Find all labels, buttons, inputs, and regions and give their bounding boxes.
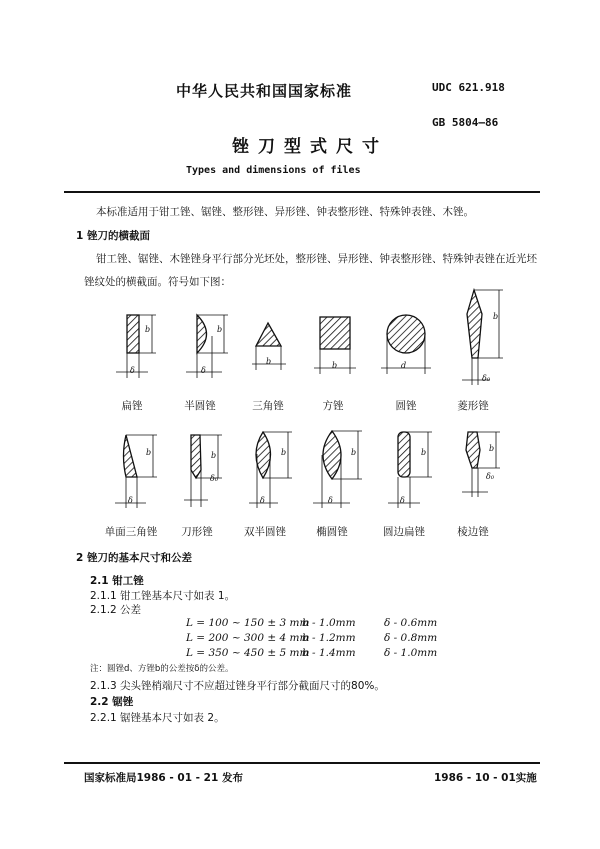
section-2-2-1: 2.2.1 锯锉基本尺寸如表 2。 [90,712,225,724]
tolerance-row-1-L: L = 100 ~ 150 ± 3 mm [186,617,310,629]
tolerance-row-3-b: b - 1.4mm [302,647,356,659]
footer-divider [64,762,540,764]
caption-round-file: 圆锉 [395,400,417,412]
square-file-section [320,317,350,349]
knife-b-label: b [211,451,217,460]
section-1-heading: 1 锉刀的横截面 [76,230,150,242]
oval-file-section [323,431,341,479]
single-triangular-b-label: b [146,448,152,457]
flat-file-b-label: b [145,325,151,334]
tolerance-row-1-b: b - 1.0mm [302,617,356,629]
caption-diamond-file: 菱形锉 [457,400,489,412]
oval-b-label: b [351,448,357,457]
tolerance-row-3-L: L = 350 ~ 450 ± 5 mm [186,647,310,659]
caption-single-triangular-file: 单面三角锉 [104,526,158,538]
prism-edge-file-section [466,432,480,468]
tolerance-note: 注：圆锉d、方锉b的公差按δ的公差。 [90,664,234,674]
document-title: 锉刀型式尺寸 [232,137,388,157]
knife-delta0-label: δ₀ [210,474,219,483]
knife-file-dims [184,435,222,507]
prism-edge-delta0-label: δ₀ [486,472,495,481]
section-2-1-3: 2.1.3 尖头锉梢端尺寸不应超过锉身平行部分截面尺寸的80%。 [90,680,385,692]
udc-number: UDC 621.918 [432,81,505,94]
section-2-2-heading: 2.2 锯锉 [90,696,134,708]
section-2-heading: 2 锉刀的基本尺寸和公差 [76,552,192,564]
double-half-round-file-section [256,432,271,478]
caption-half-round-file: 半圆锉 [184,400,216,412]
caption-square-file: 方锉 [322,400,344,412]
caption-knife-file: 刀形锉 [181,526,213,538]
diamond-delta0-label: δ₀ [482,374,491,383]
section-2-1-heading: 2.1 钳工锉 [90,575,144,587]
standard-org-title: 中华人民共和国国家标准 [176,82,353,100]
section-1-paragraph-line1: 钳工锉、锯锉、木锉锉身平行部分光坯处，整形锉、异形锉、钟表整形锉、特殊钟表锉在近光坯 [96,253,537,265]
single-triangular-delta-label: δ [128,496,133,505]
intro-paragraph: 本标准适用于钳工锉、锯锉、整形锉、异形锉、钟表整形锉、特殊钟表锉、木锉。 [96,206,474,218]
round-file-section [387,315,425,353]
round-edge-delta-label: δ [400,496,405,505]
prism-edge-b-label: b [489,444,495,453]
triangular-file-section [256,323,281,346]
diamond-file-dims [462,290,503,385]
half-round-file-section [197,315,207,353]
tolerance-row-3-delta: δ - 1.0mm [384,647,438,659]
issue-date: 国家标准局1986 - 01 - 21 发布 [84,772,243,784]
tolerance-row-2-delta: δ - 0.8mm [384,632,438,644]
diamond-file-section [467,290,482,358]
document-subtitle: Types and dimensions of files [186,165,361,176]
round-d-label: d [401,361,407,370]
knife-file-section [191,435,201,478]
square-b-label: b [332,361,338,370]
section-2-1-2: 2.1.2 公差 [90,604,142,616]
gb-number: GB 5804—86 [432,116,499,129]
tolerance-row-2-b: b - 1.2mm [302,632,356,644]
flat-file-delta-label: δ [130,366,135,375]
caption-flat-file: 扁锉 [121,400,143,412]
effective-date: 1986 - 10 - 01实施 [434,772,537,784]
caption-prism-edge-file: 棱边锉 [457,526,489,538]
tolerance-row-1-delta: δ - 0.6mm [384,617,438,629]
diamond-b-label: b [493,312,499,321]
tolerance-row-2-L: L = 200 ~ 300 ± 4 mm [186,632,310,644]
oval-delta-label: δ [328,496,333,505]
caption-double-half-round-file: 双半圆锉 [244,526,286,538]
half-round-b-label: b [217,325,223,334]
double-half-round-file-dims [249,432,292,508]
single-triangular-file-section [124,435,138,477]
caption-triangular-file: 三角锉 [252,400,284,412]
flat-file-section [127,315,139,353]
round-edge-b-label: b [421,448,427,457]
round-edge-flat-file-section [398,432,410,477]
triangular-b-label: b [266,357,272,366]
section-2-1-1: 2.1.1 钳工锉基本尺寸如表 1。 [90,590,236,602]
double-half-round-delta-label: δ [260,496,265,505]
section-1-paragraph-line2: 锉纹处的横截面。符号如下图： [84,276,231,288]
caption-oval-file: 椭圆锉 [316,526,348,538]
caption-round-edge-flat-file: 圆边扁锉 [383,526,425,538]
half-round-delta-label: δ [201,366,206,375]
double-half-round-b-label: b [281,448,287,457]
